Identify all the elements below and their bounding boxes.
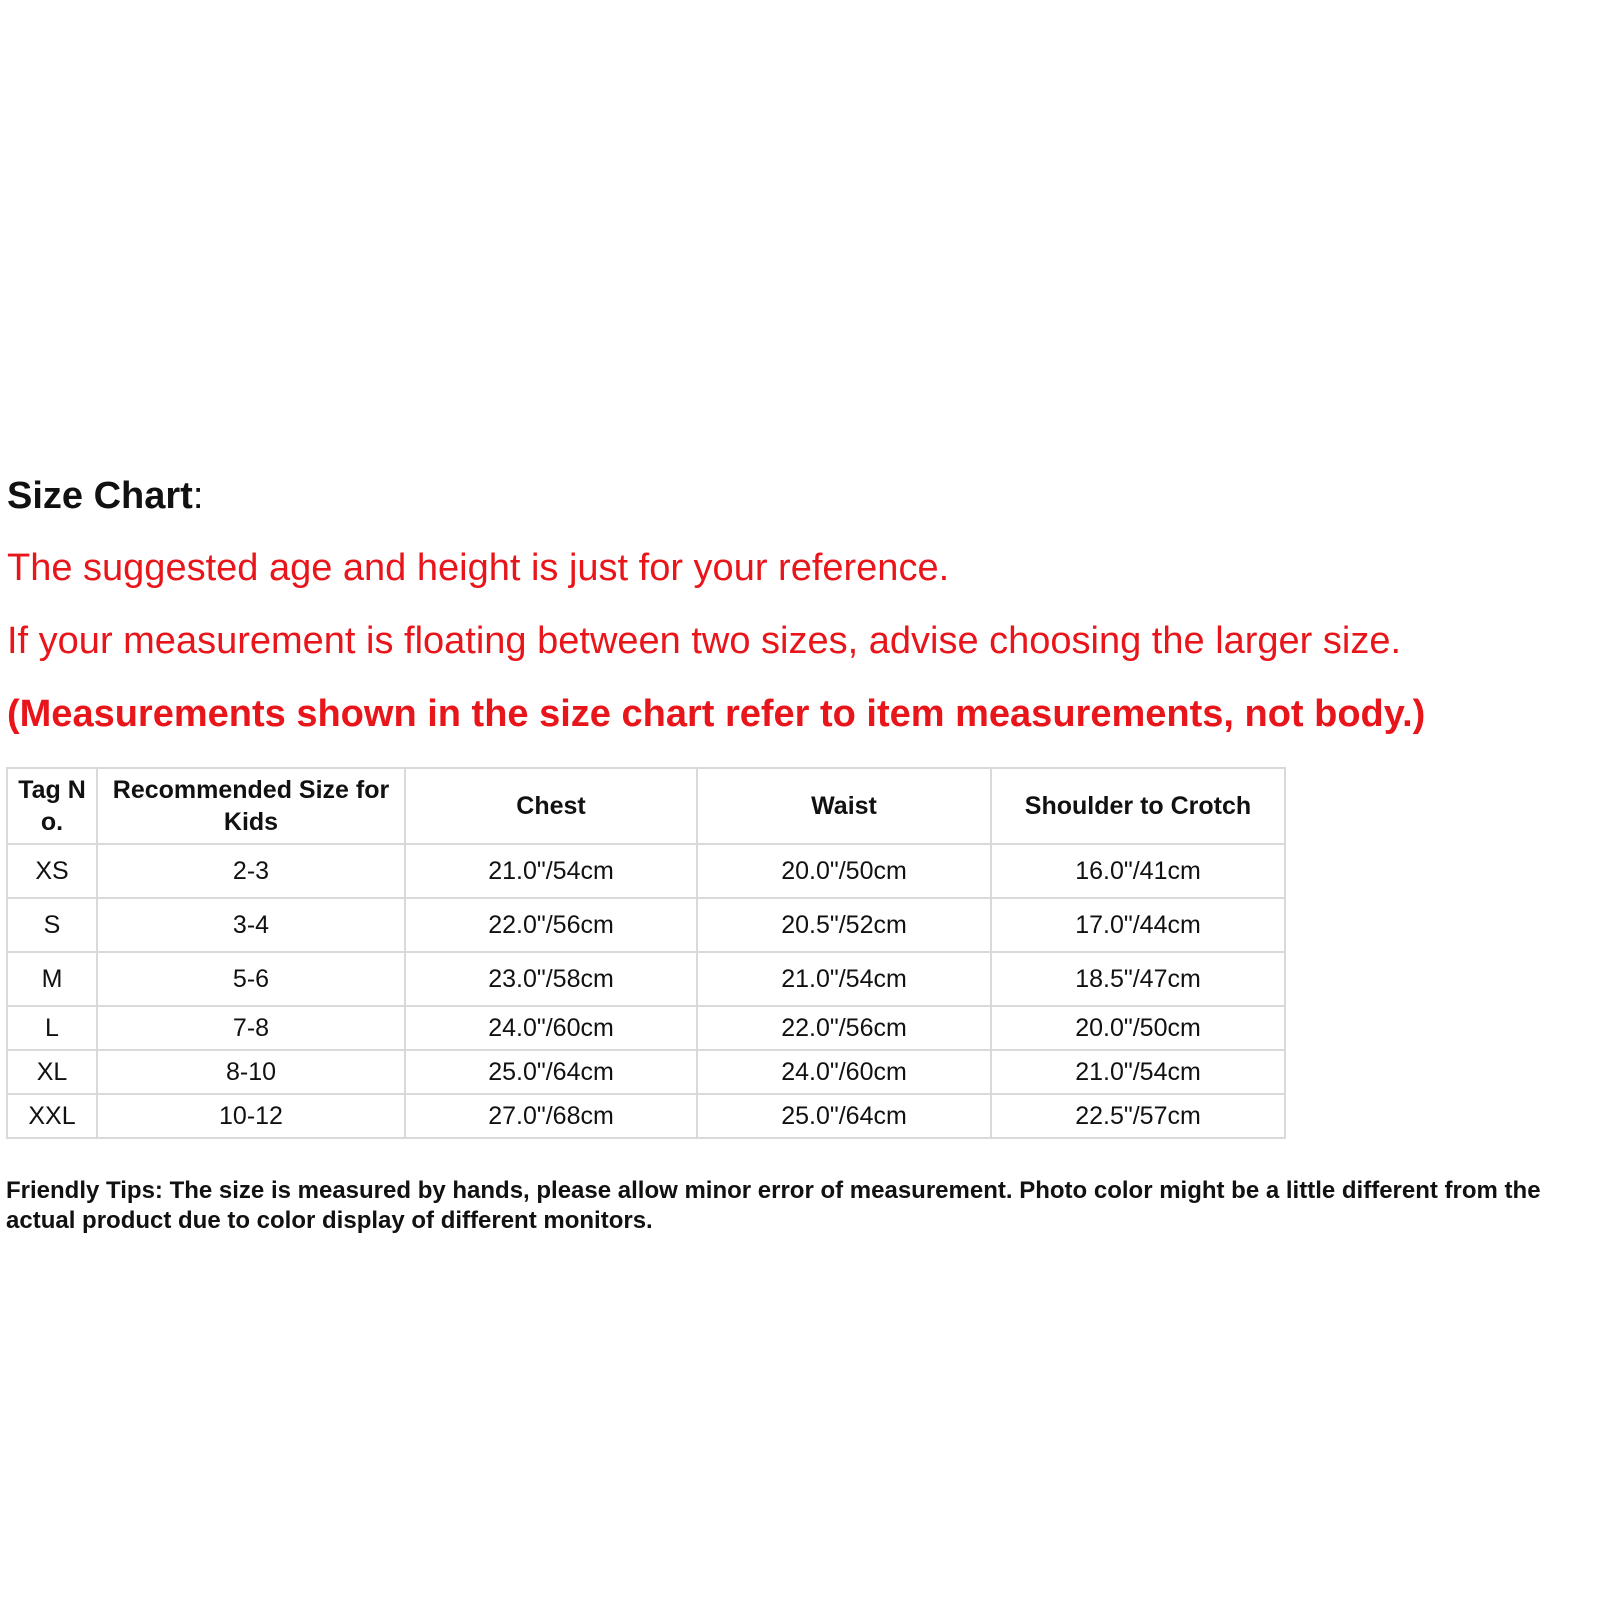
header-shoulder-to-crotch: Shoulder to Crotch: [991, 768, 1285, 844]
size-chart-heading: [7, 474, 203, 518]
cell-chest: 21.0"/54cm: [405, 844, 697, 898]
cell-chest: 23.0"/58cm: [405, 952, 697, 1006]
cell-tag: M: [7, 952, 97, 1006]
table-row: [7, 1094, 1285, 1138]
cell-shoulder-to-crotch: 20.0"/50cm: [991, 1006, 1285, 1050]
table-row: [7, 1006, 1285, 1050]
cell-kids-size: 3-4: [97, 898, 405, 952]
cell-shoulder-to-crotch: 17.0"/44cm: [991, 898, 1285, 952]
cell-chest: 27.0"/68cm: [405, 1094, 697, 1138]
table-header-row: [7, 768, 1285, 844]
header-recommended-size: Recommended Size for Kids: [97, 768, 405, 844]
header-chest: Chest: [405, 768, 697, 844]
table-row: [7, 952, 1285, 1006]
cell-shoulder-to-crotch: 16.0"/41cm: [991, 844, 1285, 898]
cell-chest: 22.0"/56cm: [405, 898, 697, 952]
cell-tag: XXL: [7, 1094, 97, 1138]
cell-waist: 25.0"/64cm: [697, 1094, 991, 1138]
cell-chest: 24.0"/60cm: [405, 1006, 697, 1050]
size-chart-title: Size Chart: [7, 475, 193, 517]
measurement-disclaimer: (Measurements shown in the size chart refer to item measurements, not body.): [7, 693, 1426, 735]
table-row: [7, 898, 1285, 952]
size-table: [6, 767, 1286, 1139]
cell-kids-size: 8-10: [97, 1050, 405, 1094]
sizing-advice-note: If your measurement is floating between two sizes, advise choosing the larger size.: [7, 620, 1402, 662]
cell-kids-size: 5-6: [97, 952, 405, 1006]
header-waist: Waist: [697, 768, 991, 844]
cell-kids-size: 2-3: [97, 844, 405, 898]
friendly-tips: Friendly Tips: The size is measured by hands, please allow minor error of measurement. Photo color might be a little different from the actual product due to color display of different monitors.: [6, 1177, 1541, 1234]
reference-note: The suggested age and height is just for your reference.: [7, 547, 950, 589]
cell-kids-size: 10-12: [97, 1094, 405, 1138]
cell-tag: L: [7, 1006, 97, 1050]
cell-waist: 20.0"/50cm: [697, 844, 991, 898]
cell-tag: XS: [7, 844, 97, 898]
cell-shoulder-to-crotch: 21.0"/54cm: [991, 1050, 1285, 1094]
size-chart-title-colon: :: [192, 475, 204, 517]
cell-kids-size: 7-8: [97, 1006, 405, 1050]
cell-tag: XL: [7, 1050, 97, 1094]
cell-waist: 21.0"/54cm: [697, 952, 991, 1006]
cell-shoulder-to-crotch: 22.5"/57cm: [991, 1094, 1285, 1138]
cell-tag: S: [7, 898, 97, 952]
cell-waist: 22.0"/56cm: [697, 1006, 991, 1050]
cell-shoulder-to-crotch: 18.5"/47cm: [991, 952, 1285, 1006]
cell-chest: 25.0"/64cm: [405, 1050, 697, 1094]
cell-waist: 24.0"/60cm: [697, 1050, 991, 1094]
table-row: [7, 1050, 1285, 1094]
cell-waist: 20.5"/52cm: [697, 898, 991, 952]
header-tag-no: Tag No.: [7, 768, 97, 844]
table-row: [7, 844, 1285, 898]
